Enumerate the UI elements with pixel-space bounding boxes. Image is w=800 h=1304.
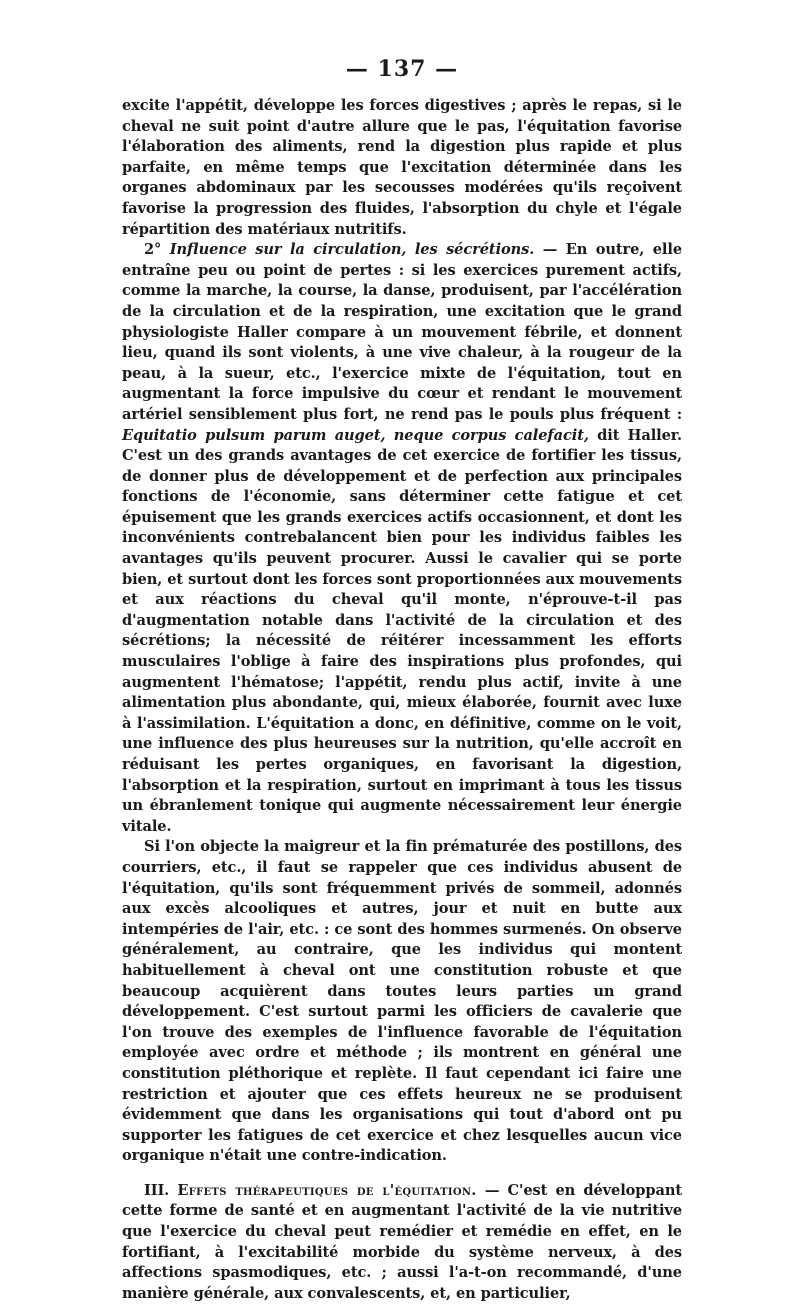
page-number: — 137 — bbox=[345, 56, 459, 82]
paragraph-text-continued: dit Haller. C'est un des grands avantages de cet exercice de fortifier les tissus, de donner plus de développement et de perfection aux principales fonctions de l'économie, sans déterminer cette fatigue et cet épuisement que les grands exercices actifs occasionnent, et dont les inconvénients contrebalancent bien pour les individus faibles les avantages qu'ils peuvent procurer. Aussi le cavalier qui se porte bien, et surtout dont les forces sont proportionnées aux mouvements et aux réactions du cheval qu'il monte, n'éprouve-t-il pas d'augmentation notable dans l'activité de la circulation et des sécrétions; la nécessité de réitérer incessamment les efforts musculaires l'oblige à faire des inspirations plus profondes, qui augmentent l'hématose; l'appétit, rendu plus actif, invite à une alimentation plus abondante, qui, mieux élaborée, fournit avec luxe à l'assimilation. L'équitation a donc, en définitive, comme on le voit, une influence des plus heureuses sur la nutrition, qu'elle accroît en réduisant les pertes organiques, en favorisant la digestion, l'absorption et la respiration, surtout en imprimant à tous les tissus un ébranlement tonique qui augmente nécessairement leur énergie vitale. bbox=[122, 426, 683, 835]
paragraph-circulation bbox=[122, 240, 682, 837]
paragraph-digestion: excite l'appétit, développe les forces digestives ; après le repas, si le cheval ne suit point d'autre allure que le pas, l'équitation favorise l'élaboration des aliments, rend la digestion plus rapide et plus parfaite, en même temps que l'excitation déterminée dans les organes abdominaux par les secousses modérées qu'ils reçoivent favorise la progression des fluides, l'absorption du chyle et l'égale répartition des matériaux nutritifs. bbox=[122, 97, 682, 238]
section-therapeutic-effects bbox=[122, 1181, 682, 1304]
paragraph-heading: Influence sur la circulation, les sécrétions. bbox=[169, 241, 535, 259]
section-heading: Effets thérapeutiques de l'équitation. bbox=[177, 1181, 477, 1199]
section-numeral: III. bbox=[144, 1181, 170, 1199]
document-page bbox=[122, 52, 682, 1304]
paragraph-number: 2° bbox=[144, 241, 162, 259]
paragraph-objection: Si l'on objecte la maigreur et la fin prématurée des postillons, des courriers, etc., il faut se rappeler que ces individus abusent de l'équitation, qu'ils sont fréquemment privés de sommeil, adonnés aux excès alcooliques et autres, jour et nuit en butte aux intempéries de l'air, etc. : ce sont des hommes surmenés. On observe généralement, au contraire, que les individus qui montent habituellement à cheval ont une constitution robuste et que beaucoup acquièrent dans toutes leurs parties un grand développement. C'est surtout parmi les officiers de cavalerie que l'on trouve des exemples de l'influence favorable de l'équitation employée avec ordre et méthode ; ils montrent en général une constitution pléthorique et replète. Il faut cependant ici faire une restriction et ajouter que ces effets heureux ne se produisent évidemment que dans les organisations qui tout d'abord ont pu supporter les fatigues de cet exercice et chez lesquelles aucun vice organique n'était une contre-indication. bbox=[122, 838, 682, 1165]
latin-quote: Equitatio pulsum parum auget, neque corpus calefacit, bbox=[122, 426, 589, 444]
paragraph-text: — En outre, elle entraîne peu ou point de pertes : si les exercices purement actifs, comme la marche, la course, la danse, produisent, par l'accélération de la circulation et de la respiration, une excitation que le grand physiologiste Haller compare à un mouvement fébrile, et donnent lieu, quand ils sont violents, à une vive chaleur, à la rougeur de la peau, à la sueur, etc., l'exercice mixte de l'équitation, tout en augmentant la force impulsive du cœur et rendant le mouvement artériel sensiblement plus fort, ne rend pas le pouls plus fréquent : bbox=[122, 241, 683, 423]
section-text: — C'est en développant cette forme de santé et en augmentant l'activité de la vie nutritive que l'exercice du cheval peut remédier et remédie en effet, en le fortifiant, à l'excitabilité morbide du système nerveux, à des affections spasmodiques, etc. ; aussi l'a-t-on recommandé, d'une manière générale, aux convalescents, et, en particulier, bbox=[122, 1181, 682, 1302]
